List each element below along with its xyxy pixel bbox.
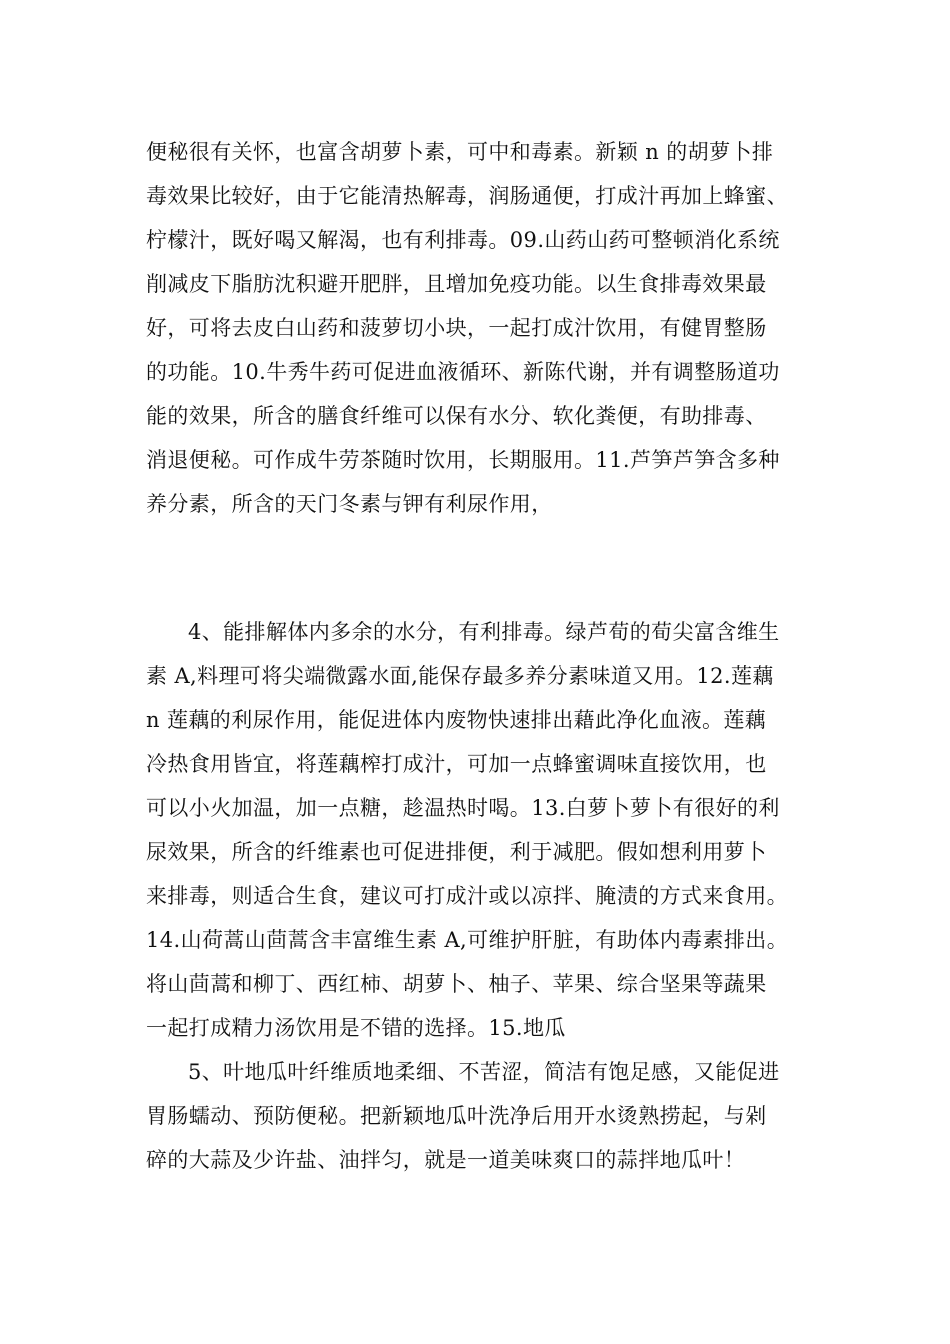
paragraph-1 [146,130,826,526]
paragraph-3 [146,1050,826,1182]
text-line: 好，可将去皮白山药和菠萝切小块，一起打成汁饮用，有健胃整肠 [146,316,767,340]
text-line: 毒效果比较好，由于它能清热解毒，润肠通便，打成汁再加上蜂蜜、 [146,184,788,208]
text-line: 柠檬汁，既好喝又解渴，也有利排毒。09.山药山药可整顿消化系统 [146,228,780,252]
text-line: 素 A,料理可将尖端微露水面,能保存最多养分素味道又用。12.莲藕 [146,664,774,688]
text-line: 胃肠蠕动、预防便秘。把新颖地瓜叶洗净后用开水烫熟捞起，与剁 [146,1104,767,1128]
text-line: 一起打成精力汤饮用是不错的选择。15.地瓜 [146,1016,566,1040]
text-line: 养分素，所含的天门冬素与钾有利尿作用， [146,492,553,516]
text-line: 4、能排解体内多余的水分，有利排毒。绿芦荀的荀尖富含维生 [188,620,780,644]
text-line: 便秘很有关怀，也富含胡萝卜素，可中和毒素。新颖 n 的胡萝卜排 [146,140,774,164]
text-line: 碎的大蒜及少许盐、油拌匀，就是一道美味爽口的蒜拌地瓜叶！ [146,1148,746,1172]
text-line: 14.山荷蒿山茴蒿含丰富维生素 A,可维护肝脏，有助体内毒素排出。 [146,928,789,952]
paragraph-2 [146,610,826,1050]
text-line: 能的效果，所含的膳食纤维可以保有水分、软化粪便，有助排毒、 [146,404,767,428]
text-line: 来排毒，则适合生食，建议可打成汁或以凉拌、腌渍的方式来食用。 [146,884,788,908]
text-line: 的功能。10.牛秀牛药可促进血液循环、新陈代谢，并有调整肠道功 [146,360,780,384]
text-line: 5、叶地瓜叶纤维质地柔细、不苦涩，简洁有饱足感，又能促进 [188,1060,780,1084]
text-line: 可以小火加温，加一点糖，趁温热时喝。13.白萝卜萝卜有很好的利 [146,796,780,820]
text-line: 尿效果，所含的纤维素也可促进排便，利于减肥。假如想利用萝卜 [146,840,767,864]
text-line: 将山茴蒿和柳丁、西红柿、胡萝卜、柚子、苹果、综合坚果等蔬果 [146,972,767,996]
text-line: n 莲藕的利尿作用，能促进体内废物快速排出藉此净化血液。莲藕 [146,708,767,732]
text-line: 削减皮下脂肪沈积避开肥胖，且增加免疫功能。以生食排毒效果最 [146,272,767,296]
text-line: 冷热食用皆宜，将莲藕榨打成汁，可加一点蜂蜜调味直接饮用，也 [146,752,767,776]
text-line: 消退便秘。可作成牛劳茶随时饮用，长期服用。11.芦笋芦笋含多种 [146,448,780,472]
